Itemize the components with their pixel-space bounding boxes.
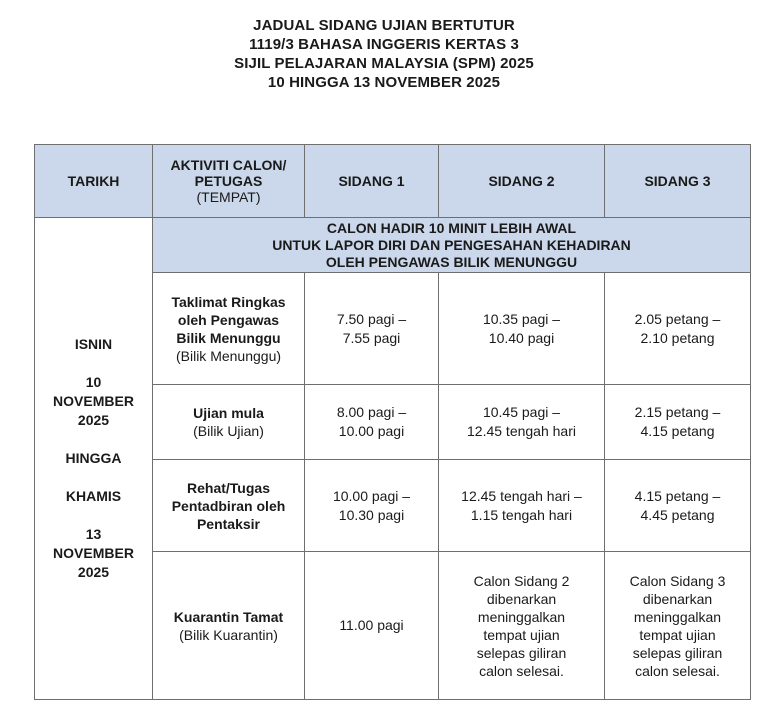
activity-line: Ujian mula bbox=[193, 405, 264, 421]
time-line: 4.45 petang bbox=[640, 506, 715, 523]
time-line: 1.15 tengah hari bbox=[470, 506, 573, 523]
tarikh-date-1-year: 2025 bbox=[77, 412, 110, 428]
header-aktiviti-line2: PETUGAS bbox=[194, 173, 263, 189]
time-line: 4.15 petang bbox=[640, 423, 715, 439]
note-line: Calon Sidang 3 bbox=[629, 572, 726, 589]
time-line: 10.00 pagi bbox=[338, 423, 405, 439]
tarikh-day-2: KHAMIS bbox=[65, 488, 122, 504]
sidang-1-time bbox=[305, 273, 439, 385]
header-sidang-2: SIDANG 2 bbox=[439, 145, 605, 218]
header-sidang-1: SIDANG 1 bbox=[305, 145, 439, 218]
note-line: calon selesai. bbox=[479, 662, 564, 679]
time-line: 4.15 petang – bbox=[634, 487, 721, 504]
sidang-1-time bbox=[305, 552, 439, 700]
tarikh-hingga: HINGGA bbox=[65, 450, 122, 466]
note-line: calon selesai. bbox=[635, 662, 720, 679]
tarikh-date-2-month: NOVEMBER bbox=[53, 545, 134, 561]
tarikh-day-1: ISNIN bbox=[74, 336, 113, 352]
tarikh-date-1-month: NOVEMBER bbox=[53, 393, 134, 409]
activity-line: Pentadbiran oleh bbox=[171, 497, 286, 514]
time-line: 10.30 pagi bbox=[338, 506, 405, 523]
time-line: 2.10 petang bbox=[640, 329, 715, 346]
activity-place: (Bilik Menunggu) bbox=[175, 347, 282, 364]
note-line: tempat ujian bbox=[483, 626, 560, 643]
note-line: dibenarkan bbox=[486, 590, 557, 607]
activity-line: Rehat/Tugas bbox=[187, 479, 270, 496]
activity-cell bbox=[153, 273, 305, 385]
sidang-1-time bbox=[305, 460, 439, 552]
title-line-2: 1119/3 BAHASA INGGERIS KERTAS 3 bbox=[249, 36, 519, 53]
sidang-2-time bbox=[439, 273, 605, 385]
note-line: dibenarkan bbox=[642, 590, 713, 607]
activity-line: Pentaksir bbox=[196, 515, 261, 532]
notice-banner bbox=[153, 218, 751, 273]
schedule-table bbox=[34, 144, 751, 700]
time-line: 7.55 pagi bbox=[342, 329, 401, 346]
sidang-3-note bbox=[605, 552, 751, 700]
time-line: 10.40 pagi bbox=[488, 329, 555, 346]
note-line: selepas giliran bbox=[476, 644, 567, 661]
note-line: meninggalkan bbox=[477, 608, 566, 625]
header-aktiviti-line1: AKTIVITI CALON/ bbox=[170, 157, 287, 173]
title-line-4: 10 HINGGA 13 NOVEMBER 2025 bbox=[267, 74, 501, 91]
sidang-1-time bbox=[305, 385, 439, 460]
tarikh-date-2-year: 2025 bbox=[77, 564, 110, 580]
time-line: 10.45 pagi – bbox=[482, 404, 561, 420]
activity-cell bbox=[153, 385, 305, 460]
time-line: 11.00 pagi bbox=[339, 617, 404, 633]
tarikh-date-2-day: 13 bbox=[85, 526, 102, 542]
time-line: 12.45 tengah hari bbox=[467, 423, 576, 439]
sidang-2-time bbox=[439, 385, 605, 460]
header-aktiviti-line3: (TEMPAT) bbox=[196, 189, 261, 205]
time-line: 10.00 pagi – bbox=[332, 487, 411, 504]
tarikh-date-1-day: 10 bbox=[85, 374, 102, 390]
notice-line-3: OLEH PENGAWAS BILIK MENUNGGU bbox=[325, 253, 578, 270]
note-line: selepas giliran bbox=[632, 644, 723, 661]
time-line: 7.50 pagi – bbox=[336, 310, 407, 327]
notice-line-2: UNTUK LAPOR DIRI DAN PENGESAHAN KEHADIRAN bbox=[272, 236, 631, 253]
time-line: 8.00 pagi – bbox=[336, 404, 407, 420]
activity-place: (Bilik Kuarantin) bbox=[179, 626, 278, 643]
sidang-3-time bbox=[605, 273, 751, 385]
activity-cell bbox=[153, 460, 305, 552]
header-tarikh: TARIKH bbox=[35, 145, 153, 218]
title-line-3: SIJIL PELAJARAN MALAYSIA (SPM) 2025 bbox=[234, 55, 534, 72]
tarikh-cell bbox=[35, 218, 153, 700]
activity-line: oleh Pengawas bbox=[177, 311, 280, 328]
activity-place: (Bilik Ujian) bbox=[193, 423, 264, 439]
activity-line: Kuarantin Tamat bbox=[173, 608, 284, 625]
sidang-3-time bbox=[605, 385, 751, 460]
header-row bbox=[35, 145, 751, 218]
header-aktiviti bbox=[153, 145, 305, 218]
time-line: 12.45 tengah hari – bbox=[461, 487, 582, 504]
sidang-3-time bbox=[605, 460, 751, 552]
note-line: meninggalkan bbox=[633, 608, 722, 625]
note-line: tempat ujian bbox=[639, 626, 716, 643]
notice-row bbox=[35, 218, 751, 273]
activity-cell bbox=[153, 552, 305, 700]
time-line: 2.15 petang – bbox=[634, 404, 721, 420]
notice-line-1: CALON HADIR 10 MINIT LEBIH AWAL bbox=[326, 219, 577, 236]
note-line: Calon Sidang 2 bbox=[473, 572, 570, 589]
sidang-2-time bbox=[439, 460, 605, 552]
time-line: 10.35 pagi – bbox=[482, 310, 561, 327]
activity-line: Taklimat Ringkas bbox=[171, 293, 286, 310]
sidang-2-note bbox=[439, 552, 605, 700]
document-title bbox=[0, 16, 768, 92]
activity-line: Bilik Menunggu bbox=[176, 329, 281, 346]
time-line: 2.05 petang – bbox=[634, 310, 721, 327]
header-sidang-3: SIDANG 3 bbox=[605, 145, 751, 218]
title-line-1: JADUAL SIDANG UJIAN BERTUTUR bbox=[253, 17, 515, 34]
